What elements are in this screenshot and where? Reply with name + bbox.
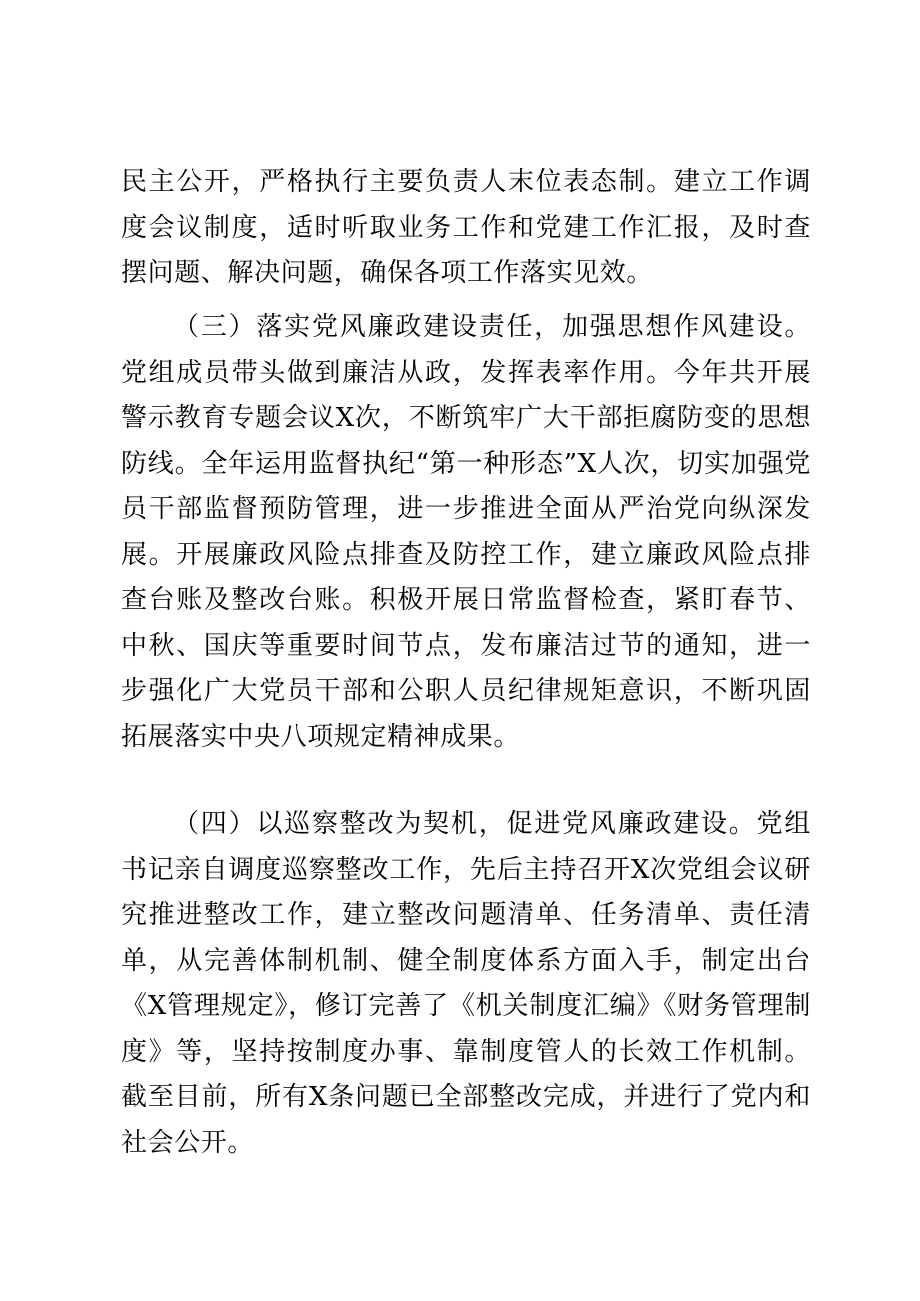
paragraph-continuation: 民主公开，严格执行主要负责人末位表态制。建立工作调度会议制度，适时听取业务工作和党建工作汇报，及时查摆问题、解决问题，确保各项工作落实见效。 — [121, 167, 811, 288]
paragraph-section-three: （三）落实党风廉政建设责任，加强思想作风建设。党组成员带头做到廉洁从政，发挥表率作用。今年共开展警示教育专题会议X次，不断筑牢广大干部拒腐防变的思想防线。全年运用监督执纪“第一种形态”X人次，切实加强党员干部监督预防管理，进一步推进全面从严治党向纵深发展。开展廉政风险点排查及防控工作，建立廉政风险点排查台账及整改台账。积极开展日常监督检查，紧盯春节、中秋、国庆等重要时间节点，发布廉洁过节的通知，进一步强化广大党员干部和公职人员纪律规矩意识，不断巩固拓展落实中央八项规定精神成果。 — [121, 312, 811, 752]
paragraph-section-four: （四）以巡察整改为契机，促进党风廉政建设。党组书记亲自调度巡察整改工作，先后主持召开X次党组会议研究推进整改工作，建立整改问题清单、任务清单、责任清单，从完善体制机制、健全制度体系方面入手，制定出台《X管理规定》，修订完善了《机关制度汇编》《财务管理制度》等，坚持按制度办事、靠制度管人的长效工作机制。截至目前，所有X条问题已全部整改完成，并进行了党内和社会公开。 — [121, 809, 811, 1158]
